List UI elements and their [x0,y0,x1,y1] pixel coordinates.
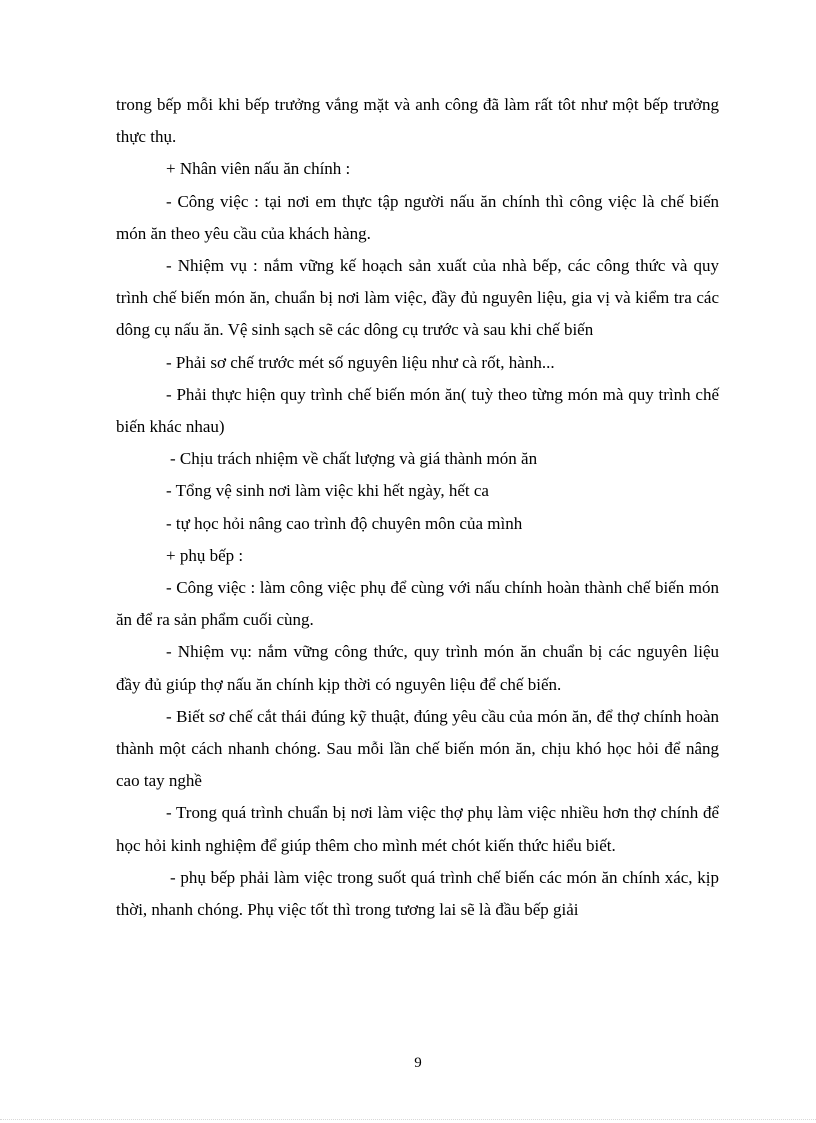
paragraph-assistant-job: - Công việc : làm công việc phụ để cùng với nấu chính hoàn thành chế biến món ăn để ra sản phẩm cuối cùng. [116,578,719,630]
paragraph-assistant-future: - phụ bếp phải làm việc trong suốt quá trình chế biến các món ăn chính xác, kịp thời, nhanh chóng. Phụ việc tốt thì trong tương lai sẽ là đầu bếp giải [116,867,719,920]
paragraph-prep-ingredients: - Phải sơ chế trước mét số nguyên liệu như cà rốt, hành... [166,352,555,372]
paragraph-continuation: trong bếp mỗi khi bếp trưởng vắng mặt và anh công đã làm rất tôt như một bếp trưởng thực thụ. [116,95,719,147]
section-heading-assistant-cook: + phụ bếp : [166,545,244,565]
paragraph-head-cook-duties: - Nhiệm vụ : nắm vững kế hoạch sản xuất của nhà bếp, các công thức và quy trình chế biến món ăn, chuẩn bị nơi làm việc, đầy đủ nguyên liệu, gia vị và kiểm tra các dông cụ nấu ăn. Vệ sinh sạch sẽ các dông cụ trước và sau khi chế biến [116,256,719,340]
page-number: 9 [414,1055,422,1071]
paragraph-cleaning: - Tổng vệ sinh nơi làm việc khi hết ngày, hết ca [166,481,489,501]
paragraph-quality-responsibility: - Chịu trách nhiệm về chất lượng và giá thành món ăn [170,449,538,469]
paragraph-learning-experience: - Trong quá trình chuẩn bị nơi làm việc thợ phụ làm việc nhiều hơn thợ chính để học hỏi kinh nghiệm để giúp thêm cho mình mét chót kiến thức hiểu biết. [116,803,719,855]
paragraph-assistant-duties: - Nhiệm vụ: nắm vững công thức, quy trình món ăn chuẩn bị các nguyên liệu đầy đủ giúp thợ nấu ăn chính kịp thời có nguyên liệu để chế biến. [116,642,719,694]
page-edge-divider [0,1119,816,1120]
paragraph-cutting-technique: - Biết sơ chế cắt thái đúng kỹ thuật, đúng yêu cầu của món ăn, để thợ chính hoàn thành một cách nhanh chóng. Sau mỗi lần chế biến món ăn, chịu khó học hỏi để nâng cao tay nghề [116,706,719,791]
paragraph-cooking-process: - Phải thực hiện quy trình chế biến món ăn( tuỳ theo từng món mà quy trình chế biến khác nhau) [116,384,719,437]
body-text [116,89,719,926]
paragraph-self-study: - tự học hỏi nâng cao trình độ chuyên môn của mình [166,513,523,533]
section-heading-head-cook: + Nhân viên nấu ăn chính : [166,159,351,179]
paragraph-head-cook-job: - Công việc : tại nơi em thực tập người nấu ăn chính thì công việc là chế biến món ăn theo yêu cầu của khách hàng. [116,191,719,243]
